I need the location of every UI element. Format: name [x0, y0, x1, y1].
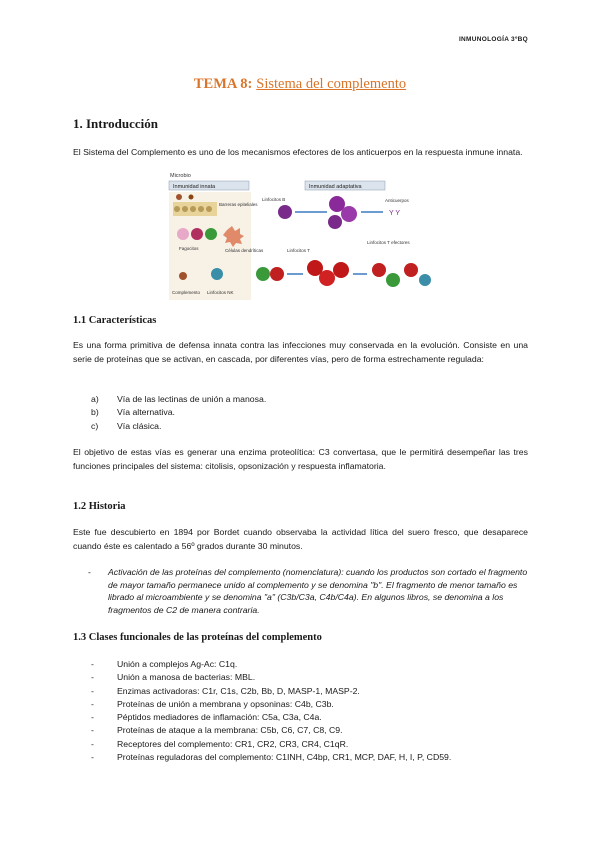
- fig-label-effector-t: Linfocitos T efectores: [367, 240, 410, 245]
- epithelium-graphic: [173, 202, 217, 216]
- t-cell-icon: [372, 263, 386, 277]
- title-number: TEMA 8:: [193, 76, 253, 92]
- target-cell-icon: [419, 274, 431, 286]
- microbe-icon: [176, 194, 182, 200]
- characteristics-heading: 1.1 Características: [73, 315, 157, 326]
- pathways-list: [73, 393, 528, 433]
- list-item: - Unión a manosa de bacterias: MBL.: [91, 672, 256, 683]
- list-item: a) Vía de las lectinas de unión a manosa.: [91, 394, 267, 404]
- fig-label-innate: Inmunidad innata: [173, 184, 216, 190]
- fig-label-microbe: Microbio: [170, 173, 191, 179]
- list-item: - Enzimas activadoras: C1r, C1s, C2b, Bb, D, MASP-1, MASP-2.: [91, 685, 360, 696]
- antibody-icon: Y Y: [389, 210, 401, 217]
- phagocyte-icon: [205, 228, 217, 240]
- list-item: - Receptores del complemento: CR1, CR2, CR3, CR4, C1qR.: [91, 738, 349, 749]
- complement-icon: [179, 272, 187, 280]
- fig-label-dendritic: Células dendríticas: [225, 248, 264, 253]
- b-cell-icon: [328, 215, 342, 229]
- fig-label-antibodies: Anticuerpos: [385, 198, 409, 203]
- classes-heading: 1.3 Clases funcionales de las proteínas del complemento: [73, 632, 322, 643]
- fig-label-adaptive: Inmunidad adaptativa: [309, 184, 362, 190]
- t-cell-icon: [404, 263, 418, 277]
- list-item: - Proteínas de ataque a la membrana: C5b, C6, C7, C8, C9.: [91, 725, 343, 736]
- list-item: - Péptidos mediadores de inflamación: C5a, C3a, C4a.: [91, 712, 322, 723]
- list-item: b) Vía alternativa.: [91, 407, 175, 418]
- intro-heading: 1. Introducción: [73, 116, 158, 131]
- characteristics-p1: Es una forma primitiva de defensa innata contra las infecciones muy conservada en la evolución. Consiste en una serie de proteínas que se activan, en cascada, por diferentes vías, pero de forma estrechamente regulada:: [73, 340, 528, 364]
- fig-label-nk: Linfocitos NK: [207, 290, 234, 295]
- t-cell-icon: [270, 267, 284, 281]
- title-text: Sistema del complemento: [256, 76, 407, 92]
- history-p1: Este fue descubierto en 1894 por Bordet cuando observaba la actividad lítica del suero fresco, que desaparece cuando éste es calentado a 56º grados durante 30 minutos.: [73, 527, 528, 551]
- nk-cell-icon: [211, 268, 223, 280]
- apc-icon: [256, 267, 270, 281]
- fig-label-b: Linfocitos B: [262, 197, 286, 202]
- phagocyte-icon: [191, 228, 203, 240]
- classes-list: [73, 658, 528, 764]
- intro-text: El Sistema del Complemento es uno de los mecanismos efectores de los anticuerpos en la respuesta inmune innata.: [73, 147, 523, 157]
- list-item: c) Vía clásica.: [91, 420, 162, 431]
- list-item: - Unión a complejos Ag-Ac: C1q.: [91, 659, 238, 669]
- characteristics-p2: El objetivo de estas vías es generar una enzima proteolítica: C3 convertasa, que le permitirá desempeñar las tres funciones principales del sistema: citolisis, opsonización y respuesta inflamatoria.: [73, 447, 528, 471]
- list-item: - Proteínas reguladoras del complemento: C1INH, C4bp, CR1, MCP, DAF, H, I, P, CD59.: [91, 752, 452, 763]
- fig-label-phagocytes: Fagocitos: [179, 246, 199, 251]
- t-cell-icon: [333, 262, 349, 278]
- page-header: INMUNOLOGÍA 3ºBQ: [458, 36, 528, 43]
- microbe-icon: [189, 195, 194, 200]
- phagocyte-icon: [177, 228, 189, 240]
- nomenclature-note: - Activación de las proteínas del complemento (nomenclatura): cuando los productos son cortado el fragmento de mayor tamaño permanece unido al complemento y se denomina "b". El fragmento de menor tamaño es librado al microambiente y se denomina "a" (C3b/C3a, C4b/C4a). En algunos libros, se denomina a los fragmentos de C2 de manera contraria.: [88, 567, 528, 615]
- b-cell-icon: [278, 205, 292, 219]
- t-cell-icon: [319, 270, 335, 286]
- immune-system-figure: [167, 170, 435, 301]
- b-cell-icon: [341, 206, 357, 222]
- page-title: [0, 76, 600, 93]
- fig-label-barrier: Barreras epiteliales: [219, 202, 258, 207]
- fig-label-t: Linfocitos T: [287, 248, 310, 253]
- history-heading: 1.2 Historia: [73, 501, 126, 512]
- fig-label-complement: Complemento: [172, 290, 201, 295]
- target-cell-icon: [386, 273, 400, 287]
- list-item: - Proteínas de unión a membrana y opsoninas: C4b, C3b.: [91, 698, 334, 709]
